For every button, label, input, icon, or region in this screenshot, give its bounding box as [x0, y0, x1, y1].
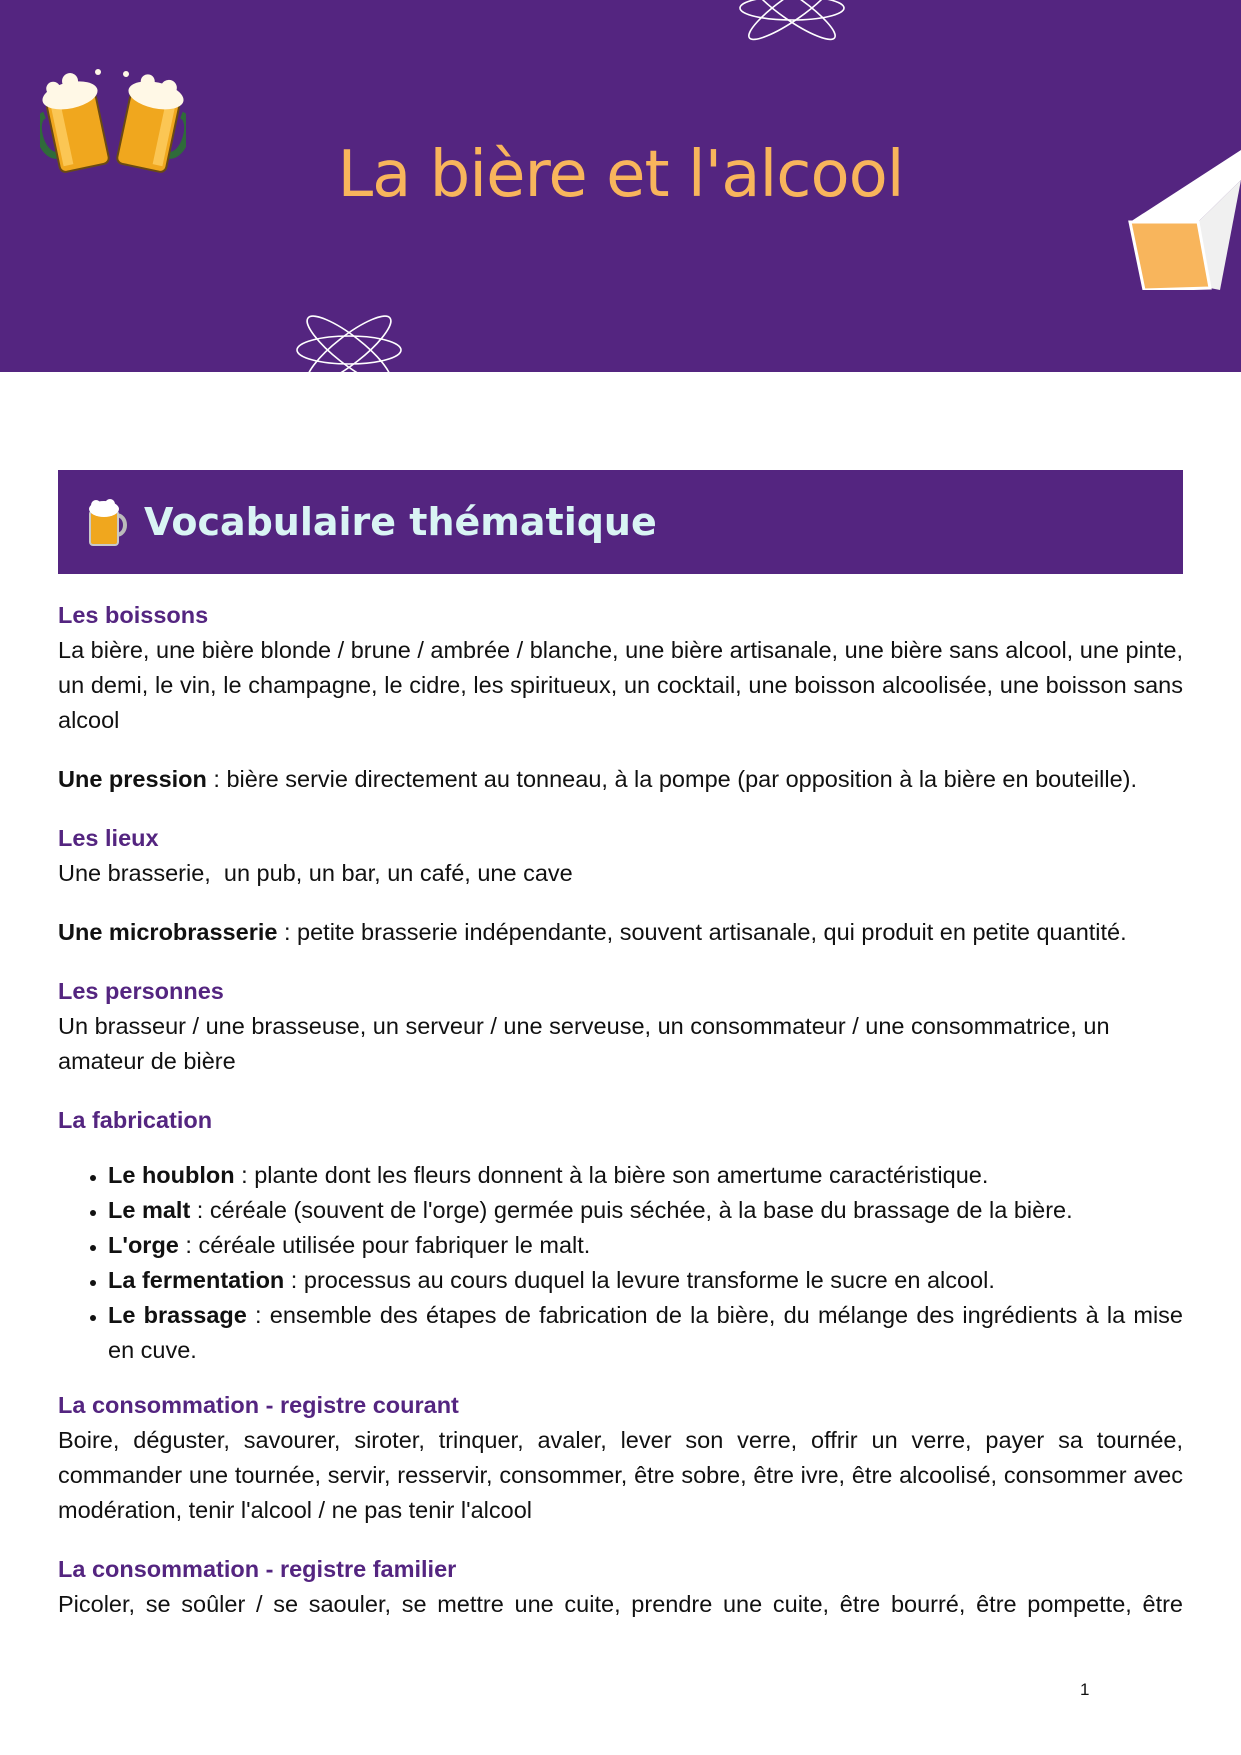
item-text: : processus au cours duquel la levure transforme le sucre en alcool. [284, 1267, 995, 1293]
familier-text: Picoler, se soûler / se saouler, se mettre une cuite, prendre une cuite, être bourré, être pompette, être [58, 1591, 1183, 1617]
boissons-text: La bière, une bière blonde / brune / ambrée / blanche, une bière artisanale, une bière sans alcool, une pinte, un demi, le vin, le champagne, le cidre, les spiritueux, un cocktail, une boisson alcoolisée, une boisson sans alcool [58, 637, 1183, 733]
item-text: : céréale utilisée pour fabriquer le malt. [178, 1232, 591, 1258]
heading-registre-familier: La consommation - registre familier [58, 1556, 457, 1582]
item-term: L'orge [108, 1232, 179, 1258]
vocabulary-content [58, 598, 1183, 1622]
page-number: 1 [1080, 1680, 1090, 1699]
definition-text: : petite brasserie indépendante, souvent artisanale, qui produit en petite quantité. [277, 919, 1127, 945]
courant-text: Boire, déguster, savourer, siroter, trinquer, avaler, lever son verre, offrir un verre, payer sa tournée, commander une tournée, servir, resservir, consommer, être sobre, être ivre, être alcoolisé, consommer avec modération, tenir l'alcool / ne pas tenir l'alcool [58, 1427, 1183, 1523]
heading-personnes: Les personnes [58, 978, 224, 1004]
definition-microbrasserie [58, 915, 1183, 950]
heading-lieux: Les lieux [58, 825, 159, 851]
atom-orbit-icon [735, 0, 850, 50]
definition-term: Une pression [58, 766, 207, 792]
definition-text: : bière servie directement au tonneau, à la pompe (par opposition à la bière en bouteille). [206, 766, 1137, 792]
item-term: Le malt [108, 1197, 191, 1223]
section-title: Vocabulaire thématique [144, 500, 657, 544]
list-item [108, 1298, 1183, 1368]
personnes-text: Un brasseur / une brasseuse, un serveur / une serveuse, un consommateur / une consommatrice, un amateur de bière [58, 1013, 1110, 1074]
header-banner [0, 0, 1241, 372]
section-header [58, 470, 1183, 574]
item-term: Le brassage [108, 1302, 247, 1328]
item-term: La fermentation [108, 1267, 285, 1293]
list-item [108, 1228, 1183, 1263]
list-item [108, 1263, 1183, 1298]
list-item [108, 1158, 1183, 1193]
heading-fabrication: La fabrication [58, 1107, 213, 1133]
item-text: : ensemble des étapes de fabrication de la bière, du mélange des ingrédients à la mise en cuve. [108, 1302, 1183, 1363]
item-text: : plante dont les fleurs donnent à la bière son amertume caractéristique. [234, 1162, 989, 1188]
list-item [108, 1193, 1183, 1228]
beer-mug-icon [86, 497, 130, 547]
atom-orbit-icon [292, 305, 407, 372]
item-text: : céréale (souvent de l'orge) germée puis séchée, à la base du brassage de la bière. [190, 1197, 1073, 1223]
definition-pression [58, 762, 1183, 797]
heading-registre-courant: La consommation - registre courant [58, 1392, 459, 1418]
page-title: La bière et l'alcool [337, 138, 904, 212]
lieux-text: Une brasserie, un pub, un bar, un café, une cave [58, 860, 573, 886]
definition-term: Une microbrasserie [58, 919, 278, 945]
item-term: Le houblon [108, 1162, 235, 1188]
fabrication-list [58, 1158, 1183, 1368]
heading-boissons: Les boissons [58, 602, 209, 628]
